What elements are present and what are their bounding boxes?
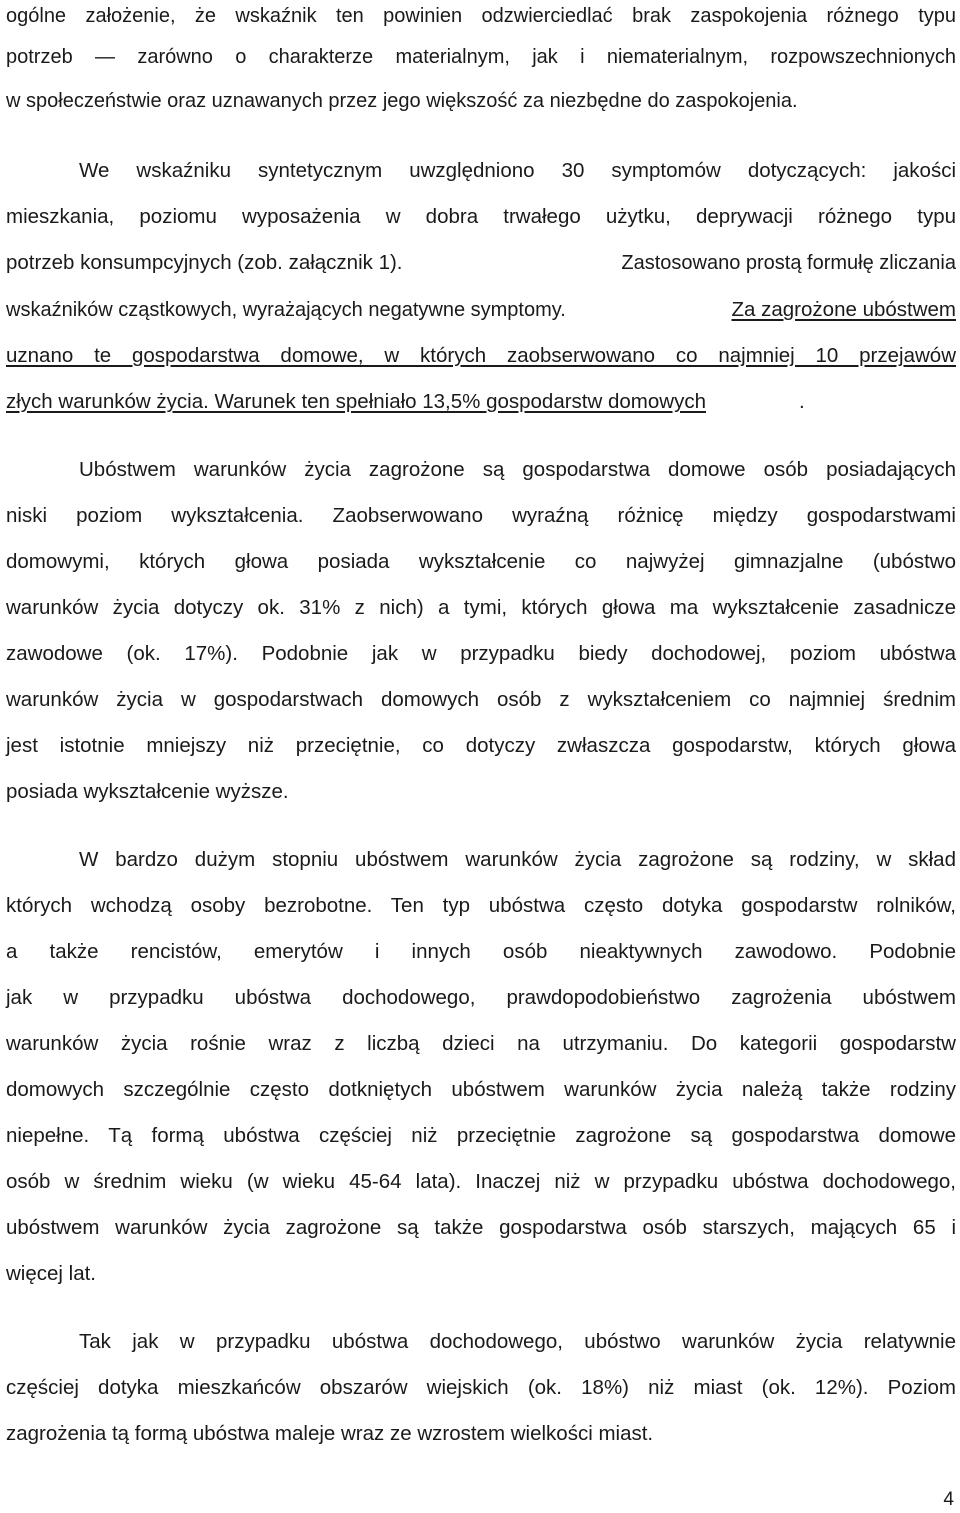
text-line: ubóstwem warunków życia zagrożone są także gospodarstwa osób starszych, mających 65 i — [6, 1216, 956, 1239]
text-line: częściej dotyka mieszkańców obszarów wiejskich (ok. 18%) niż miast (ok. 12%). Poziom — [6, 1376, 956, 1399]
text-line: W bardzo dużym stopniu ubóstwem warunków życia zagrożone są rodziny, w skład — [79, 848, 956, 871]
text-line: ogólne założenie, że wskaźnik ten powinien odzwierciedlać brak zaspokojenia różnego typu — [6, 5, 956, 27]
text-line: których wchodzą osoby bezrobotne. Ten typ ubóstwa często dotyka gospodarstw rolników, — [6, 894, 956, 917]
text-line: mieszkania, poziomu wyposażenia w dobra trwałego użytku, deprywacji różnego typu — [6, 205, 956, 228]
text-line: jak w przypadku ubóstwa dochodowego, prawdopodobieństwo zagrożenia ubóstwem — [6, 986, 956, 1009]
text-line: w społeczeństwie oraz uznawanych przez jego większość za niezbędne do zaspokojenia. — [6, 90, 798, 112]
page-number: 4 — [943, 1489, 954, 1510]
text-line: niepełne. Tą formą ubóstwa częściej niż przeciętnie zagrożone są gospodarstwa domowe — [6, 1124, 956, 1147]
text-line: We wskaźniku syntetycznym uwzględniono 30 symptomów dotyczących: jakości — [79, 159, 956, 182]
text-line: potrzeb — zarówno o charakterze materialnym, jak i niematerialnym, rozpowszechnionych — [6, 46, 956, 68]
text-line: . — [799, 390, 805, 413]
text-line: posiada wykształcenie wyższe. — [6, 780, 289, 803]
text-line: niski poziom wykształcenia. Zaobserwowano wyraźną różnicę między gospodarstwami — [6, 504, 956, 527]
text-line-underlined: Za zagrożone ubóstwem — [731, 298, 956, 321]
text-line: Ubóstwem warunków życia zagrożone są gospodarstwa domowe osób posiadających — [79, 458, 956, 481]
text-line: jest istotnie mniejszy niż przeciętnie, co dotyczy zwłaszcza gospodarstw, których głowa — [6, 734, 956, 757]
text-line: warunków życia dotyczy ok. 31% z nich) a tymi, których głowa ma wykształcenie zasadnicze — [6, 596, 956, 619]
text-line: więcej lat. — [6, 1262, 97, 1285]
text-line: warunków życia rośnie wraz z liczbą dzieci na utrzymaniu. Do kategorii gospodarstw — [6, 1032, 956, 1055]
text-line: warunków życia w gospodarstwach domowych osób z wykształceniem co najmniej średnim — [6, 688, 956, 711]
text-line: potrzeb konsumpcyjnych (zob. załącznik 1). — [6, 251, 403, 274]
text-line: osób w średnim wieku (w wieku 45-64 lata). Inaczej niż w przypadku ubóstwa dochodowego, — [6, 1170, 956, 1193]
text-line: domowych szczególnie często dotkniętych ubóstwem warunków życia należą także rodziny — [6, 1078, 956, 1101]
text-line: zawodowe (ok. 17%). Podobnie jak w przypadku biedy dochodowej, poziom ubóstwa — [6, 642, 956, 665]
text-line: zagrożenia tą formą ubóstwa maleje wraz ze wzrostem wielkości miast. — [6, 1422, 654, 1445]
text-line-underlined: uznano te gospodarstwa domowe, w których zaobserwowano co najmniej 10 przejawów — [6, 344, 956, 367]
text-line: domowymi, których głowa posiada wykształcenie co najwyżej gimnazjalne (ubóstwo — [6, 550, 956, 573]
text-line-underlined: złych warunków życia. Warunek ten spełniało 13,5% gospodarstw domowych — [6, 390, 706, 413]
text-line: Zastosowano prostą formułę zliczania — [621, 252, 956, 274]
text-line: a także rencistów, emerytów i innych osób nieaktywnych zawodowo. Podobnie — [6, 940, 956, 963]
text-line: Tak jak w przypadku ubóstwa dochodowego, ubóstwo warunków życia relatywnie — [79, 1330, 956, 1353]
text-line: wskaźników cząstkowych, wyrażających negatywne symptomy. — [6, 299, 566, 321]
